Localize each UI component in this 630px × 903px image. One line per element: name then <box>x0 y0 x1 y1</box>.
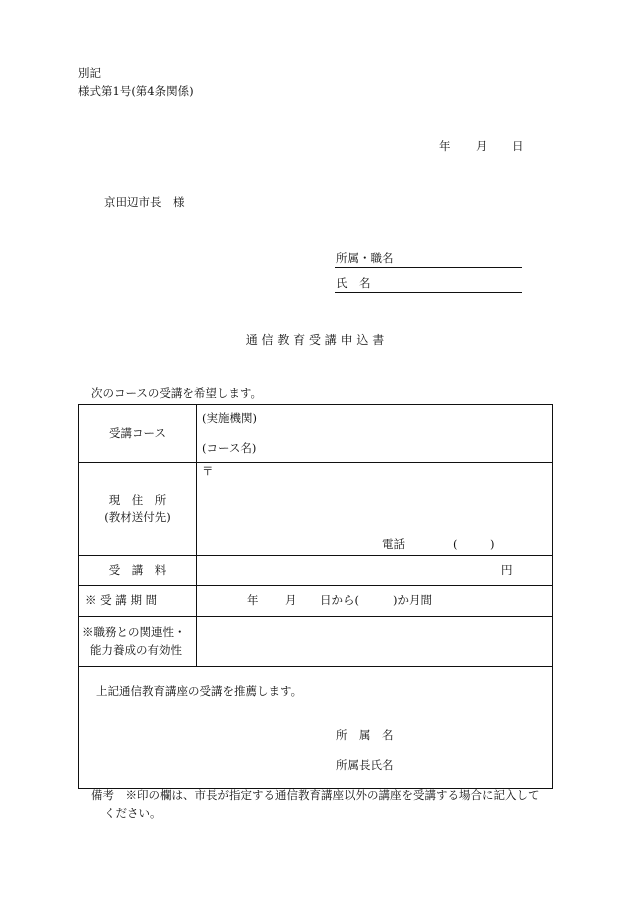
appendix-label: 別記 <box>78 66 101 80</box>
document-title: 通 信 教 育 受 講 申 込 書 <box>245 333 385 347</box>
address-label: 現 住 所 <box>108 492 167 507</box>
relevance-label-line1: ※職務との関連性・ <box>82 625 186 640</box>
department-head-label: 所属長氏名 <box>336 758 394 772</box>
course-label-cell <box>79 405 197 463</box>
fee-label: 受 講 料 <box>108 562 167 577</box>
course-label: 受講コース <box>109 425 166 440</box>
intro-text: 次のコースの受講を希望します。 <box>91 386 263 400</box>
name-underline <box>335 292 522 293</box>
course-institution-label: (実施機関) <box>202 411 257 425</box>
fee-label-cell <box>79 556 197 586</box>
application-form-table <box>78 404 553 789</box>
address-row <box>79 463 553 556</box>
note-line-1: 備考 ※印の欄は、市長が指定する通信教育講座以外の講座を受講する場合に記入して <box>91 788 540 802</box>
fee-unit: 円 <box>501 563 513 577</box>
recommendation-row <box>79 667 553 789</box>
fee-value-cell <box>197 556 553 586</box>
period-label: ※ 受 講 期 間 <box>85 593 158 608</box>
affiliation-underline <box>335 267 522 268</box>
relevance-label-line2: 能力養成の有効性 <box>90 642 182 657</box>
course-name-label: (コース名) <box>202 441 257 455</box>
address-sublabel: (教材送付先) <box>104 510 171 524</box>
date-day-label: 日 <box>512 139 524 153</box>
phone-paren-close: ) <box>490 537 495 551</box>
relevance-label-cell <box>79 617 197 667</box>
postal-mark: 〒 <box>202 464 214 478</box>
phone-paren-open: ( <box>453 537 458 551</box>
note-line-2: ください。 <box>104 806 162 820</box>
period-months: )か月間 <box>393 593 432 607</box>
affiliation-label: 所属・職名 <box>336 251 394 265</box>
period-month: 月 <box>285 593 297 607</box>
relevance-row <box>79 617 553 667</box>
address-value-cell <box>197 463 553 556</box>
period-label-cell <box>79 586 197 617</box>
period-from: 日から( <box>320 593 359 607</box>
name-label: 氏 名 <box>336 276 371 290</box>
period-value-cell <box>197 586 553 617</box>
date-year-label: 年 <box>439 139 451 153</box>
course-row <box>79 405 553 463</box>
fee-row <box>79 556 553 586</box>
course-value-cell <box>197 405 553 463</box>
addressee: 京田辺市長 様 <box>104 195 185 209</box>
period-row <box>79 586 553 617</box>
recommendation-text: 上記通信教育講座の受講を推薦します。 <box>96 684 303 698</box>
period-year: 年 <box>247 593 259 607</box>
phone-label: 電話 <box>382 537 405 551</box>
address-label-cell <box>79 463 197 556</box>
relevance-value-cell <box>197 617 553 667</box>
department-name-label: 所 属 名 <box>336 728 394 742</box>
date-month-label: 月 <box>476 139 488 153</box>
recommendation-cell <box>79 667 553 789</box>
form-number: 様式第1号(第4条関係) <box>78 84 194 98</box>
